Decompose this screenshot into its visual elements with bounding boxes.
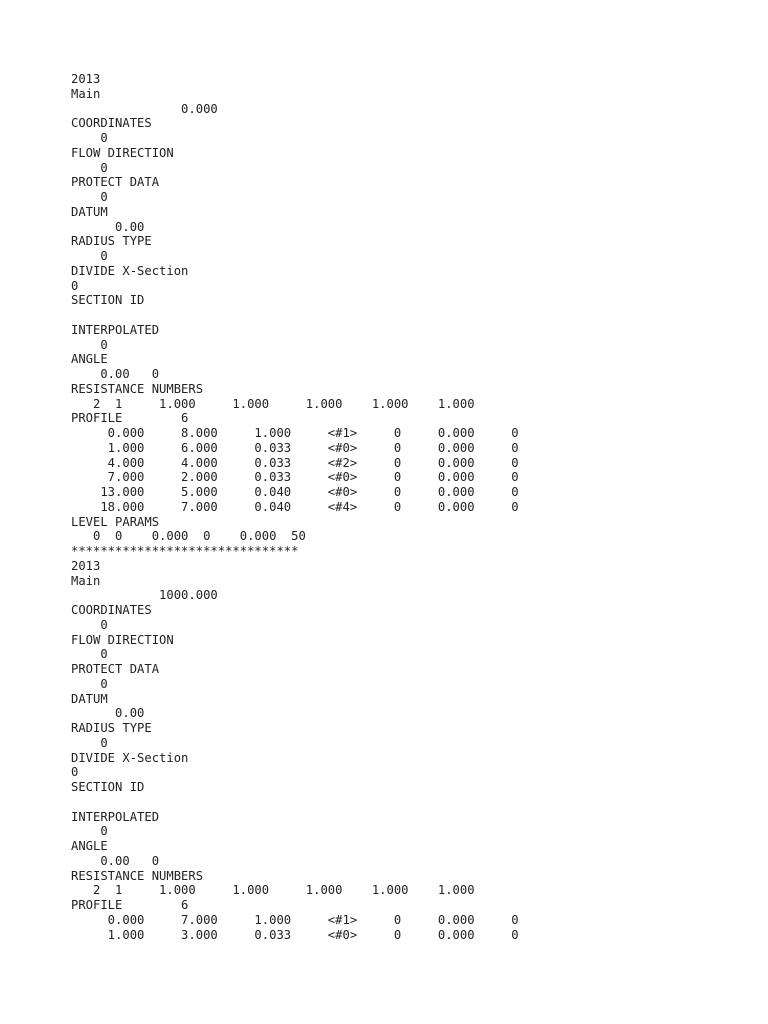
text-line: Main <box>71 573 101 588</box>
text-line: RESISTANCE NUMBERS <box>71 868 204 883</box>
text-line: 2 1 1.000 1.000 1.000 1.000 1.000 <box>71 883 475 898</box>
text-line: DATUM <box>71 204 108 219</box>
text-line: 0 <box>71 160 108 175</box>
text-line: 0 <box>71 337 108 352</box>
text-line: RESISTANCE NUMBERS <box>71 381 204 396</box>
text-line: ******************************* <box>71 544 299 558</box>
text-line: 0 <box>71 765 79 780</box>
text-line: 18.000 7.000 0.040 <#4> 0 0.000 0 <box>71 499 519 514</box>
text-line: 0 0 0.000 0 0.000 50 <box>71 529 306 544</box>
text-line: ANGLE <box>71 352 108 367</box>
text-line: 7.000 2.000 0.033 <#0> 0 0.000 0 <box>71 470 519 485</box>
document-page <box>71 72 731 942</box>
text-line: DIVIDE X-Section <box>71 263 189 278</box>
text-line <box>71 795 731 810</box>
text-line: 0.00 <box>71 219 145 234</box>
text-line: 0 <box>71 647 108 662</box>
text-line: RADIUS TYPE <box>71 721 152 735</box>
text-line: DATUM <box>71 691 108 706</box>
text-line: 0.00 0 <box>71 853 160 868</box>
text-line: 2 1 1.000 1.000 1.000 1.000 1.000 <box>71 396 475 411</box>
text-line: 1.000 3.000 0.033 <#0> 0 0.000 0 <box>71 927 519 942</box>
text-line: INTERPOLATED <box>71 809 160 824</box>
text-line: RADIUS TYPE <box>71 234 152 249</box>
text-line: Main <box>71 86 101 101</box>
text-line: FLOW DIRECTION <box>71 145 174 160</box>
text-line: PROTECT DATA <box>71 662 160 676</box>
text-line: 0 <box>71 676 108 691</box>
text-line: 0 <box>71 735 108 750</box>
text-line: COORDINATES <box>71 603 152 617</box>
text-line: 0 <box>71 249 108 263</box>
text-line: 0 <box>71 131 108 145</box>
text-line: 0 <box>71 190 108 204</box>
text-line: 1.000 6.000 0.033 <#0> 0 0.000 0 <box>71 440 519 455</box>
text-line: 0.000 <box>71 101 218 116</box>
text-line: ANGLE <box>71 839 108 853</box>
text-line: LEVEL PARAMS <box>71 514 160 529</box>
text-line: 0 <box>71 278 79 293</box>
text-line: 0.00 <box>71 706 145 721</box>
text-line: 13.000 5.000 0.040 <#0> 0 0.000 0 <box>71 485 519 499</box>
text-line: 4.000 4.000 0.033 <#2> 0 0.000 0 <box>71 455 519 470</box>
text-line: 2013 <box>71 558 101 573</box>
text-line: COORDINATES <box>71 116 152 131</box>
text-line: SECTION ID <box>71 780 145 794</box>
text-line: PROTECT DATA <box>71 175 160 190</box>
text-line: 1000.000 <box>71 588 218 603</box>
document-text-block <box>71 72 731 942</box>
text-line: 0.000 8.000 1.000 <#1> 0 0.000 0 <box>71 426 519 440</box>
text-line: PROFILE 6 <box>71 411 189 426</box>
text-line: 2013 <box>71 72 101 86</box>
text-line: PROFILE 6 <box>71 898 189 912</box>
text-line: FLOW DIRECTION <box>71 632 174 647</box>
text-line: 0.000 7.000 1.000 <#1> 0 0.000 0 <box>71 912 519 927</box>
text-line: INTERPOLATED <box>71 322 160 337</box>
text-line <box>71 308 731 323</box>
text-line: DIVIDE X-Section <box>71 750 189 765</box>
text-line: 0 <box>71 617 108 632</box>
text-line: SECTION ID <box>71 293 145 308</box>
text-line: 0.00 0 <box>71 367 160 381</box>
text-line: 0 <box>71 824 108 839</box>
